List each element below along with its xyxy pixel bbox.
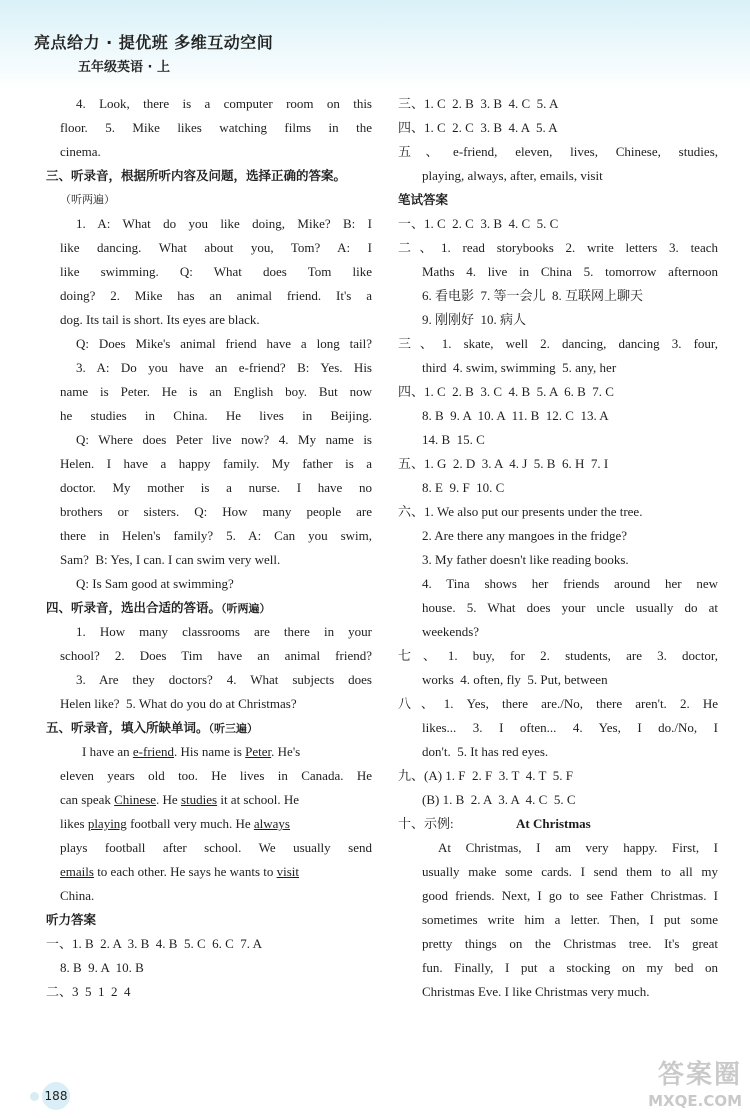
- answer-line: (B) 1. B 2. A 3. A 4. C 5. C: [422, 792, 576, 807]
- text-line: 1. A: What do you like doing, Mike? B: I: [76, 216, 372, 231]
- essay-line: pretty things on the Christmas tree. It's great: [422, 936, 718, 951]
- essay-line: usually make some cards. I send them to all my: [422, 864, 718, 879]
- text-line: 3. A: Do you have an e-friend? B: Yes. His: [76, 360, 372, 375]
- filled-word: playing: [87, 816, 127, 831]
- watermark-logo-text: 答案圈: [657, 1060, 742, 1090]
- watermark-url: MXQE.COM: [648, 1092, 742, 1110]
- answer-line: 8. E 9. F 10. C: [422, 480, 505, 495]
- section-title: 三、听录音，根据所听内容及问题，选择正确的答案。: [46, 168, 347, 183]
- section-note: （听两遍）: [221, 602, 271, 615]
- passage-text: . He: [156, 792, 181, 807]
- filled-word: Peter: [245, 744, 272, 759]
- passage-line: [60, 740, 372, 764]
- decorative-dot-icon: [30, 1092, 39, 1101]
- answer-line: 一、1. B 2. A 3. B 4. B 5. C 6. C 7. A: [46, 936, 262, 951]
- answer-line: 二、3 5 1 2 4: [46, 984, 131, 999]
- essay-line: fun. Finally, I put a stocking on my bed on: [422, 960, 718, 975]
- text-line: Sam? B: Yes, I can. I can swim very well.: [60, 552, 281, 567]
- answer-line: works 4. often, fly 5. Put, between: [422, 672, 608, 687]
- essay-title: At Christmas: [516, 816, 591, 831]
- answer-line: 五、e-friend, eleven, lives, Chinese, studies,: [398, 144, 718, 159]
- passage-text: . He's: [271, 744, 301, 759]
- text-line: school? 2. Does Tim have an animal friend?: [60, 648, 372, 663]
- answer-line: 2. Are there any mangoes in the fridge?: [422, 528, 628, 543]
- section-note: （听两遍）: [60, 194, 115, 206]
- answer-line: don't. 5. It has red eyes.: [422, 744, 549, 759]
- filled-word: studies: [180, 792, 218, 807]
- section-title: 五、听录音，填入所缺单词。: [46, 720, 209, 735]
- answer-line: 4. Tina shows her friends around her new: [422, 576, 718, 591]
- right-column: [398, 92, 718, 1004]
- text-line: dog. Its tail is short. Its eyes are black.: [60, 312, 260, 327]
- filled-word: emails: [60, 864, 94, 879]
- text-line: Q: Does Mike's animal friend have a long tail?: [76, 336, 372, 351]
- answer-line: 8. B 9. A 10. B: [60, 960, 144, 975]
- text-line: floor. 5. Mike likes watching films in the: [60, 120, 372, 135]
- passage-text: can speak: [60, 792, 115, 807]
- answer-line: 六、1. We also put our presents under the tree.: [398, 504, 643, 519]
- answer-line: 九、(A) 1. F 2. F 3. T 4. T 5. F: [398, 768, 573, 783]
- answer-line: 七、1. buy, for 2. students, are 3. doctor,: [398, 648, 718, 663]
- answer-line: 五、1. G 2. D 3. A 4. J 5. B 6. H 7. I: [398, 456, 609, 471]
- answer-line: 9. 刚刚好 10. 病人: [422, 312, 527, 327]
- essay-line: good friends. Next, I go to see Father Christmas. I: [422, 888, 718, 903]
- text-line: Q: Is Sam good at swimming?: [76, 576, 234, 591]
- site-watermark: [592, 1060, 742, 1115]
- text-line: he studies in China. He lives in Beijing.: [60, 408, 372, 423]
- section-heading: [46, 716, 372, 740]
- answer-line: house. 5. What does your uncle usually do at: [422, 600, 718, 615]
- page-number: [30, 1082, 70, 1110]
- answer-line: 一、1. C 2. C 3. B 4. C 5. C: [398, 216, 559, 231]
- example-label: 十、示例:: [398, 816, 454, 831]
- text-line: cinema.: [60, 144, 101, 159]
- answer-line: [398, 812, 718, 836]
- passage-text: . His name is: [174, 744, 246, 759]
- book-title: 亮点给力 · 提优班 多维互动空间: [34, 33, 274, 52]
- section-note: （听三遍）: [208, 722, 259, 735]
- answer-line: likes... 3. I often... 4. Yes, I do./No, I: [422, 720, 718, 735]
- filled-word: e-friend: [132, 744, 175, 759]
- answer-line: 14. B 15. C: [422, 432, 485, 447]
- text-line: 4. Look, there is a computer room on this: [76, 96, 372, 111]
- passage-text: I have an: [82, 744, 133, 759]
- answer-line: 三、1. C 2. B 3. B 4. C 5. A: [398, 96, 559, 111]
- answer-line: 三、1. skate, well 2. dancing, dancing 3. four,: [398, 336, 718, 351]
- text-line: Helen like? 5. What do you do at Christmas?: [60, 696, 297, 711]
- text-line: 1. How many classrooms are there in your: [76, 624, 372, 639]
- text-line: Q: Where does Peter live now? 4. My name is: [76, 432, 372, 447]
- section-heading: [46, 164, 372, 188]
- text-line: doing? 2. Mike has an animal friend. It's a: [60, 288, 372, 303]
- listening-answers-heading: 听力答案: [46, 912, 97, 927]
- filled-word: visit: [276, 864, 300, 879]
- passage-line: eleven years old too. He lives in Canada. He: [60, 768, 372, 783]
- passage-line: [60, 860, 372, 884]
- essay-line: Christmas Eve. I like Christmas very much.: [422, 984, 650, 999]
- written-answers-heading: 笔试答案: [398, 192, 449, 207]
- passage-text: it at school. He: [217, 792, 300, 807]
- answer-line: 八、1. Yes, there are./No, there aren't. 2. He: [398, 696, 718, 711]
- passage-text: to each other. He says he wants to: [93, 864, 277, 879]
- page-number-badge: 188: [42, 1082, 70, 1110]
- answer-line: 3. My father doesn't like reading books.: [422, 552, 629, 567]
- text-line: there in Helen's family? 5. A: Can you swim,: [60, 528, 372, 543]
- answer-line: third 4. swim, swimming 5. any, her: [422, 360, 617, 375]
- section-title: 四、听录音，选出合适的答语。: [46, 600, 222, 615]
- answer-line: 二、1. read storybooks 2. write letters 3. teach: [398, 240, 718, 255]
- filled-word: Chinese: [114, 792, 157, 807]
- left-column: [46, 92, 372, 1004]
- passage-line: [60, 812, 372, 836]
- passage-line: [60, 788, 372, 812]
- section-heading: [46, 596, 372, 620]
- text-line: doctor. My mother is a nurse. I have no: [60, 480, 372, 495]
- answer-line: weekends?: [422, 624, 480, 639]
- passage-line: China.: [60, 888, 95, 903]
- text-line: 3. Are they doctors? 4. What subjects does: [76, 672, 372, 687]
- text-line: name is Peter. He is an English boy. But now: [60, 384, 372, 399]
- answer-line: playing, always, after, emails, visit: [422, 168, 603, 183]
- essay-line: sometimes write him a letter. Then, I put some: [422, 912, 718, 927]
- text-line: like dancing. What about you, Tom? A: I: [60, 240, 372, 255]
- passage-text: likes: [60, 816, 88, 831]
- answer-line: 四、1. C 2. C 3. B 4. A 5. A: [398, 120, 558, 135]
- passage-text: football very much. He: [126, 816, 254, 831]
- passage-line: plays football after school. We usually send: [60, 840, 372, 855]
- text-line: like swimming. Q: What does Tom like: [60, 264, 372, 279]
- answer-line: 6. 看电影 7. 等一会儿 8. 互联网上聊天: [422, 288, 644, 303]
- text-line: Helen. I have a happy family. My father is a: [60, 456, 372, 471]
- answer-line: Maths 4. live in China 5. tomorrow afternoon: [422, 264, 718, 279]
- essay-line: At Christmas, I am very happy. First, I: [438, 840, 718, 855]
- answer-line: 四、1. C 2. B 3. C 4. B 5. A 6. B 7. C: [398, 384, 614, 399]
- answer-line: 8. B 9. A 10. A 11. B 12. C 13. A: [422, 408, 609, 423]
- book-subtitle: 五年级英语 · 上: [78, 60, 170, 75]
- filled-word: always: [253, 816, 290, 831]
- text-line: brothers or sisters. Q: How many people are: [60, 504, 372, 519]
